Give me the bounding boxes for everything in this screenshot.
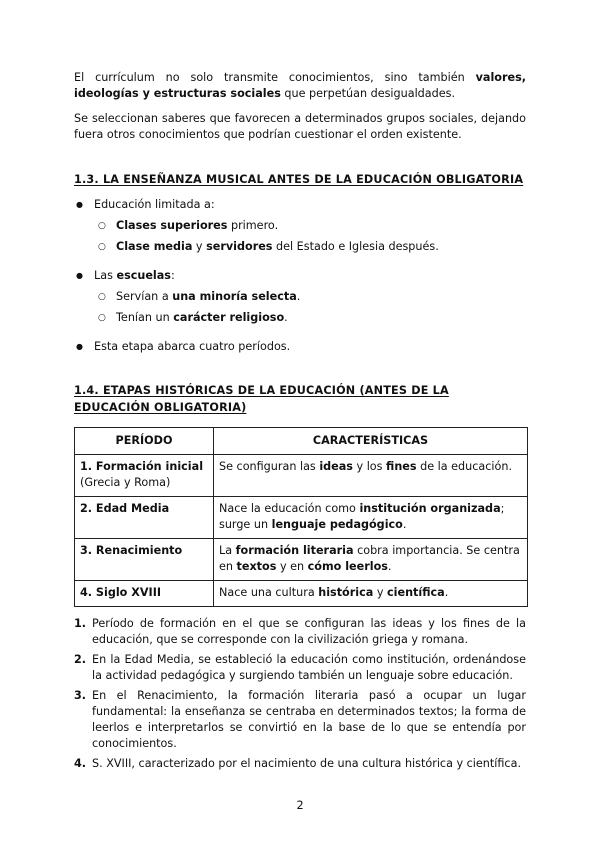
period-cell: 1. Formación inicial (Grecia y Roma) (75, 455, 214, 497)
list-item: ● Educación limitada a: ○ Clases superiores primero. ○ Clase media y servidores del Estado e Iglesia después. (74, 197, 526, 255)
list-item: 4. S. XVIII, caracterizado por el nacimiento de una cultura histórica y científica. (74, 757, 521, 770)
table-row (75, 539, 528, 581)
characteristics-cell: Se configuran las ideas y los fines de la educación. (214, 455, 528, 497)
period-cell: 2. Edad Media (75, 497, 214, 539)
list-item: 3. En el Renacimiento, la formación literaria pasó a ocupar un lugar fundamental: la enseñanza se centraba en determinados textos; la forma de leerlos e interpretarlos se convirtió en la base de lo que se entendía por conocimientos. (74, 689, 526, 750)
section-heading-1-3: 1.3. LA ENSEÑANZA MUSICAL ANTES DE LA EDUCACIÓN OBLIGATORIA (74, 173, 524, 186)
list-item: ○ Tenían un carácter religioso. (94, 310, 526, 326)
list-item: ○ Servían a una minoría selecta. (94, 289, 526, 305)
intro-paragraph-1: El currículum no solo transmite conocimientos, sino también valores, ideologías y estructuras sociales que perpetúan desigualdades. (74, 71, 526, 100)
list-item: ● Las escuelas: ○ Servían a una minoría selecta. ○ Tenían un carácter religioso. (74, 268, 526, 326)
column-header-periodo: PERÍODO (75, 428, 214, 455)
document-page (74, 70, 526, 776)
table-row (75, 455, 528, 497)
page-number: 2 (296, 799, 304, 812)
list-item: 1. Período de formación en el que se configuran las ideas y los fines de la educación, que se corresponde con la civilización griega y romana. (74, 617, 526, 646)
sub-list (94, 218, 526, 255)
list-item: 2. En la Edad Media, se estableció la educación como institución, ordenándose la actividad pedagógica y surgiendo también un lenguaje sobre educación. (74, 653, 526, 682)
list-item: ● Esta etapa abarca cuatro períodos. (74, 339, 526, 355)
column-header-caracteristicas: CARACTERÍSTICAS (214, 428, 528, 455)
characteristics-cell: Nace una cultura histórica y científica. (214, 581, 528, 607)
list-item: ○ Clase media y servidores del Estado e Iglesia después. (94, 239, 526, 255)
bullet-list (74, 197, 526, 355)
characteristics-cell: Nace la educación como institución organizada; surge un lenguaje pedagógico. (214, 497, 528, 539)
intro-paragraph-2: Se seleccionan saberes que favorecen a determinados grupos sociales, dejando fuera otros conocimientos que podrían cuestionar el orden existente. (74, 112, 526, 141)
table-row (75, 581, 528, 607)
periods-table (74, 427, 528, 607)
table-row (75, 497, 528, 539)
period-cell: 4. Siglo XVIII (75, 581, 214, 607)
sub-list (94, 289, 526, 326)
section-heading-1-4: 1.4. ETAPAS HISTÓRICAS DE LA EDUCACIÓN (ANTES DE LA EDUCACIÓN OBLIGATORIA) (74, 384, 449, 414)
characteristics-cell: La formación literaria cobra importancia. Se centra en textos y en cómo leerlos. (214, 539, 528, 581)
period-cell: 3. Renacimiento (75, 539, 214, 581)
list-item: ○ Clases superiores primero. (94, 218, 526, 234)
numbered-list (74, 616, 526, 772)
table-header-row (75, 428, 528, 455)
